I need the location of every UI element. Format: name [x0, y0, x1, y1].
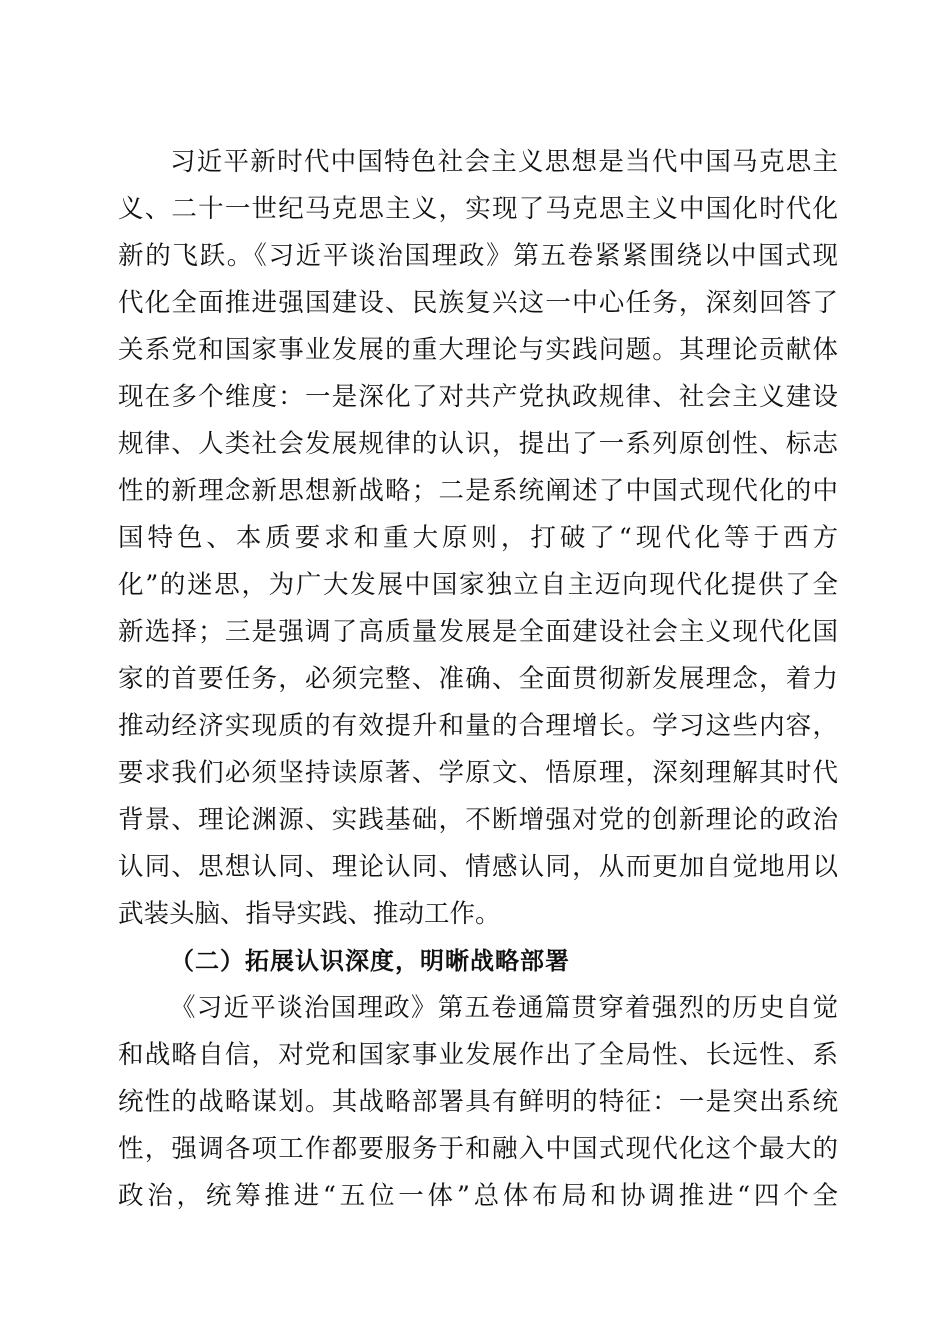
paragraph-2-line: 《习近平谈治国理政》第五卷通篇贯穿着强烈的历史自觉	[170, 993, 838, 1023]
paragraph-1-line: 代化全面推进强国建设、民族复兴这一中心任务，深刻回答了	[118, 288, 838, 318]
paragraph-1-line: 习近平新时代中国特色社会主义思想是当代中国马克思主	[170, 147, 838, 177]
paragraph-1-line: 规律、人类社会发展规律的认识，提出了一系列原创性、标志	[118, 429, 838, 459]
paragraph-1-line: 背景、理论渊源、实践基础，不断增强对党的创新理论的政治	[118, 805, 838, 835]
paragraph-1-line: 关系党和国家事业发展的重大理论与实践问题。其理论贡献体	[118, 335, 838, 365]
paragraph-1-line: 认同、思想认同、理论认同、情感认同，从而更加自觉地用以	[118, 852, 838, 882]
section-heading: （二）拓展认识深度，明晰战略部署	[170, 947, 570, 975]
paragraph-1-line: 新的飞跃。《习近平谈治国理政》第五卷紧紧围绕以中国式现	[118, 241, 838, 271]
paragraph-1-line: 化”的迷思，为广大发展中国家独立自主迈向现代化提供了全	[118, 570, 838, 600]
paragraph-1-line: 义、二十一世纪马克思主义，实现了马克思主义中国化时代化	[118, 194, 838, 224]
paragraph-2-line: 统性的战略谋划。其战略部署具有鲜明的特征：一是突出系统	[118, 1087, 838, 1117]
paragraph-2-line: 和战略自信，对党和国家事业发展作出了全局性、长远性、系	[118, 1040, 838, 1070]
paragraph-1-line: 家的首要任务，必须完整、准确、全面贯彻新发展理念，着力	[118, 664, 838, 694]
paragraph-1-line: 武装头脑、指导实践、推动工作。	[118, 899, 501, 929]
paragraph-1-line: 国特色、本质要求和重大原则，打破了“现代化等于西方	[118, 523, 838, 553]
paragraph-1-line: 现在多个维度：一是深化了对共产党执政规律、社会主义建设	[118, 382, 838, 412]
paragraph-1-line: 要求我们必须坚持读原著、学原文、悟原理，深刻理解其时代	[118, 758, 838, 788]
paragraph-1-line: 性的新理念新思想新战略；二是系统阐述了中国式现代化的中	[118, 476, 838, 506]
paragraph-2-line: 性，强调各项工作都要服务于和融入中国式现代化这个最大的	[118, 1134, 838, 1164]
paragraph-1-line: 新选择；三是强调了高质量发展是全面建设社会主义现代化国	[118, 617, 838, 647]
paragraph-1-line: 推动经济实现质的有效提升和量的合理增长。学习这些内容，	[118, 711, 838, 741]
paragraph-2-line: 政治，统筹推进“五位一体”总体布局和协调推进“四个全	[118, 1181, 838, 1211]
